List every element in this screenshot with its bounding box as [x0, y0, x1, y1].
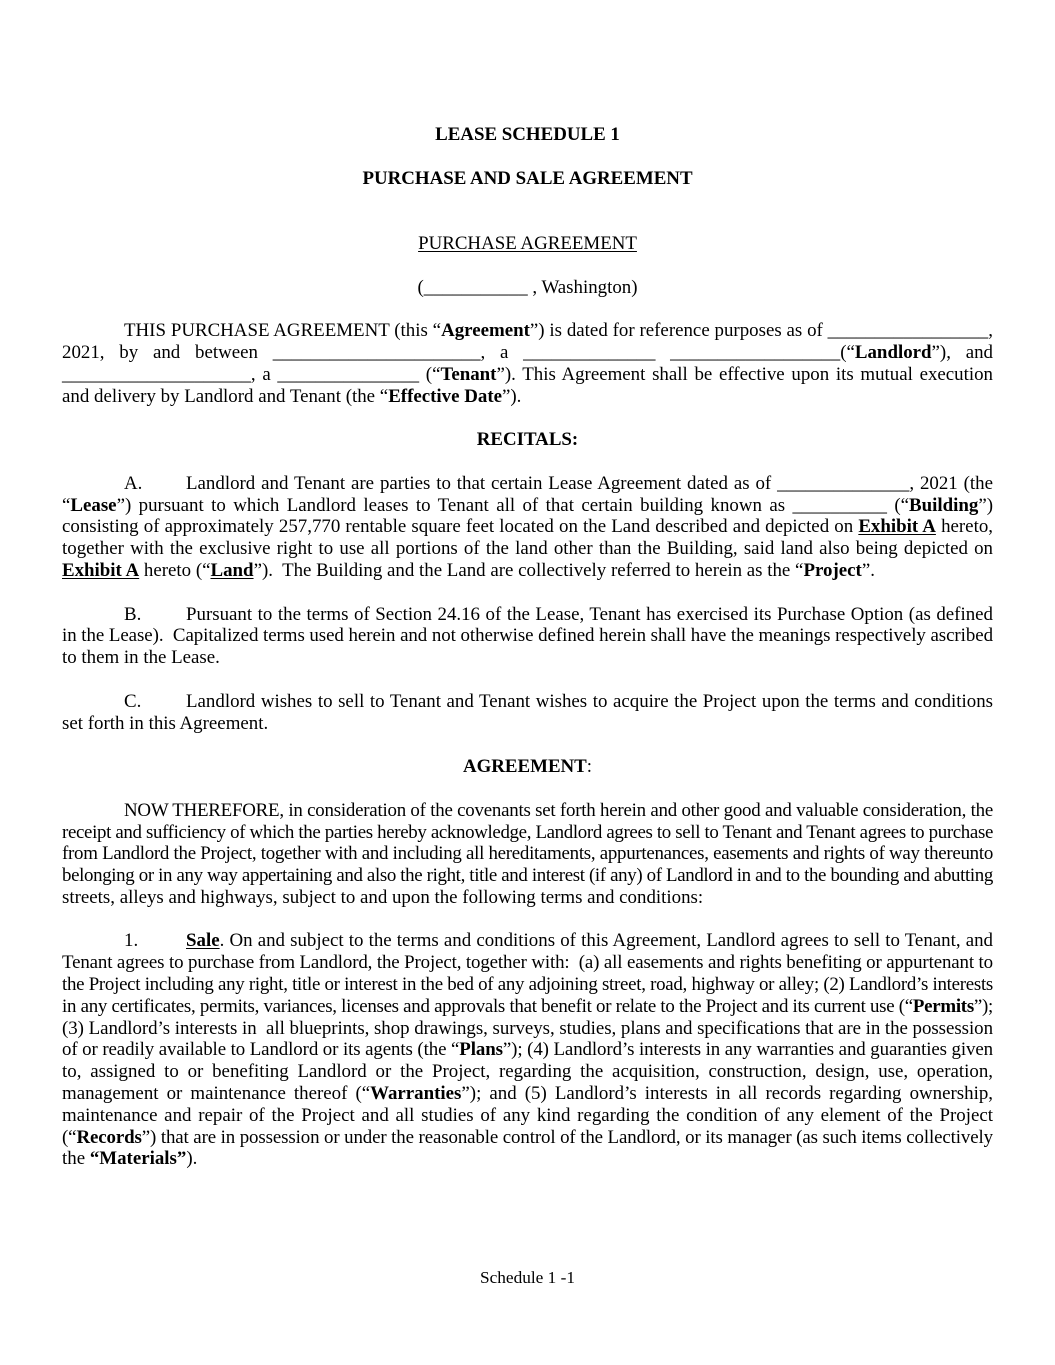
text-run: consisting of approximately 257,770 rentable square feet located on the Land described and depicted on — [62, 516, 859, 538]
text-run: ”) pursuant to which Landlord leases to Tenant all of that certain building known as __________ (“ — [116, 494, 909, 516]
text-line — [62, 843, 993, 865]
text-run: Landlord and Tenant are parties to that certain Lease Agreement dated as of ______________, 2021 (the — [186, 472, 993, 494]
text-run: . On and subject to the terms and conditions of this Agreement, Landlord agrees to sell to Tenant, and — [219, 930, 993, 952]
text-line — [62, 604, 993, 626]
text-run: 2021, by and between ______________________, a ______________ __________________(“ — [62, 341, 855, 363]
text-run: ”), and — [931, 341, 993, 363]
section-1-sale — [62, 930, 993, 1170]
text-line — [62, 516, 993, 538]
text-run: from Landlord the Project, together with and including all hereditaments, appurtenances, easements and rights of way thereunto — [62, 843, 993, 865]
text-line — [62, 647, 993, 669]
text-line — [62, 495, 993, 517]
bold-term: Lease — [70, 494, 117, 516]
text-run: ”). This Agreement shall be effective upon its mutual execution — [496, 363, 993, 385]
recital-a — [62, 473, 993, 582]
text-line — [62, 342, 993, 364]
text-run: streets, alleys and highways, subject to and upon the following terms and conditions: — [62, 886, 704, 908]
text-line — [62, 1039, 993, 1061]
text-run: ”). — [502, 385, 522, 407]
recital-c — [62, 691, 993, 735]
text-line — [62, 691, 993, 713]
bold-term: Warranties — [370, 1083, 462, 1105]
text-run: hereto, — [935, 516, 993, 538]
recital-b — [62, 604, 993, 669]
text-run: ”); (4) Landlord’s interests in any warranties and guaranties given — [502, 1039, 993, 1061]
text-line — [62, 974, 993, 996]
text-line — [62, 996, 993, 1018]
text-run: together with the exclusive right to use all portions of the land other than the Building, said land also being depicted on — [62, 538, 993, 560]
bold-term: Agreement — [441, 320, 530, 342]
text-run: Tenant agrees to purchase from Landlord, the Project, together with: (a) all easements and rights benefiting or appurtenant to — [62, 952, 993, 974]
text-line — [62, 538, 993, 560]
text-run: ”); and (5) Landlord’s interests in all records regarding ownership, — [461, 1083, 993, 1105]
text-line — [62, 1105, 993, 1127]
text-line — [62, 1127, 993, 1149]
underlined-bold-term: Sale — [186, 930, 220, 952]
text-line — [62, 1083, 993, 1105]
text-line — [62, 930, 993, 952]
text-run: (3) Landlord’s interests in all blueprints, shop drawings, surveys, studies, plans and specifications that are in the possession — [62, 1017, 993, 1039]
document-body — [62, 124, 993, 1170]
paragraph-number: B. — [124, 603, 142, 625]
text-run: belonging or in any way appertaining and also the right, title and interest (if any) of Landlord in and to the bounding and abutting — [62, 865, 993, 887]
text-line — [62, 800, 993, 822]
text-run: Landlord wishes to sell to Tenant and Tenant wishes to acquire the Project upon the terms and conditions — [186, 690, 993, 712]
text-line — [62, 560, 993, 582]
bold-term: Permits — [912, 995, 974, 1017]
text-run: Pursuant to the terms of Section 24.16 of the Lease, Tenant has exercised its Purchase Option (as defined — [186, 603, 993, 625]
text-run: receipt and sufficiency of which the parties hereby acknowledge, Landlord agrees to sell to Tenant and Tenant agrees to purchase — [62, 821, 993, 843]
text-run: ____________________, a _______________ (“ — [62, 363, 441, 385]
bold-term: Effective Date — [388, 385, 502, 407]
text-run: hereto (“ — [139, 559, 211, 581]
text-run: ”) is dated for reference purposes as of _________________, — [529, 320, 993, 342]
text-run: ”) — [978, 494, 993, 516]
text-run: of or readily available to Landlord or its agents (the “ — [62, 1039, 460, 1061]
intro-paragraph — [62, 320, 993, 407]
text-line — [62, 952, 993, 974]
text-line — [62, 1148, 993, 1170]
text-run: ”); — [973, 995, 993, 1017]
text-line — [62, 625, 993, 647]
text-line — [62, 865, 993, 887]
text-run: ”). The Building and the Land are collectively referred to herein as the “ — [253, 559, 804, 581]
bold-term: Plans — [459, 1039, 503, 1061]
text-run: management or maintenance thereof (“ — [62, 1083, 371, 1105]
text-line — [62, 1061, 993, 1083]
text-run: THIS PURCHASE AGREEMENT (this “ — [124, 320, 442, 342]
text-run: ”. — [861, 559, 875, 581]
document-title — [62, 233, 993, 255]
text-line — [62, 320, 993, 342]
underlined-bold-term: Exhibit A — [62, 559, 140, 581]
text-line — [62, 1018, 993, 1040]
recitals-heading: RECITALS: — [476, 429, 579, 451]
text-line — [62, 887, 993, 909]
agreement-heading — [62, 756, 993, 778]
text-run: the — [62, 1148, 90, 1170]
paragraph-number: A. — [124, 472, 143, 494]
text-run: to, assigned to or benefiting Landlord or the Project, regarding the acquisition, construction, design, use, operation, — [62, 1061, 993, 1083]
bold-term: Landlord — [854, 341, 932, 363]
text-run: ). — [186, 1148, 198, 1170]
text-run: set forth in this Agreement. — [62, 712, 269, 734]
agreement-heading-colon: : — [586, 756, 593, 778]
underlined-bold-term: Land — [210, 559, 254, 581]
text-line — [62, 364, 993, 386]
text-run: “ — [62, 494, 71, 516]
document-title-text: PURCHASE AGREEMENT — [418, 232, 637, 254]
text-line — [62, 713, 993, 735]
agreement-preamble — [62, 800, 993, 909]
text-run: in the Lease). Capitalized terms used herein and not otherwise defined herein shall have the meanings respectively ascribed — [62, 625, 993, 647]
text-run: maintenance and repair of the Project and all studies of any kind regarding the condition of any element of the Project — [62, 1104, 993, 1126]
page-footer: Schedule 1 -1 — [479, 1268, 576, 1287]
agreement-heading-text: AGREEMENT — [462, 756, 587, 778]
bold-term: Building — [909, 494, 979, 516]
schedule-title: LEASE SCHEDULE 1 — [435, 124, 620, 145]
text-run: and delivery by Landlord and Tenant (the “ — [62, 385, 389, 407]
text-run: the Project including any right, title or interest in the bed of any adjoining street, road, highway or alley; (2) Landlord’s interests — [62, 974, 993, 996]
bold-term: Project — [803, 559, 862, 581]
paragraph-number: C. — [124, 690, 142, 712]
paragraph-number: 1. — [124, 930, 139, 952]
bold-term: Records — [76, 1126, 142, 1148]
text-line — [62, 473, 993, 495]
text-run: (“ — [62, 1126, 77, 1148]
bold-term: Tenant — [440, 363, 497, 385]
bold-term: “Materials” — [89, 1148, 187, 1170]
text-line — [62, 386, 993, 408]
text-run: ”) that are in possession or under the reasonable control of the Landlord, or its manager (as such items collectively — [141, 1126, 993, 1148]
text-run: NOW THEREFORE, in consideration of the covenants set forth herein and other good and valuable consideration, the — [124, 799, 993, 821]
underlined-bold-term: Exhibit A — [858, 516, 936, 538]
agreement-type-title: PURCHASE AND SALE AGREEMENT — [362, 167, 693, 189]
location-line: (___________ , Washington) — [417, 276, 638, 298]
text-line — [62, 822, 993, 844]
text-run: to them in the Lease. — [62, 647, 220, 669]
text-run: in any certificates, permits, variances, licenses and approvals that benefit or relate to the Project and its current use (“ — [62, 995, 913, 1017]
